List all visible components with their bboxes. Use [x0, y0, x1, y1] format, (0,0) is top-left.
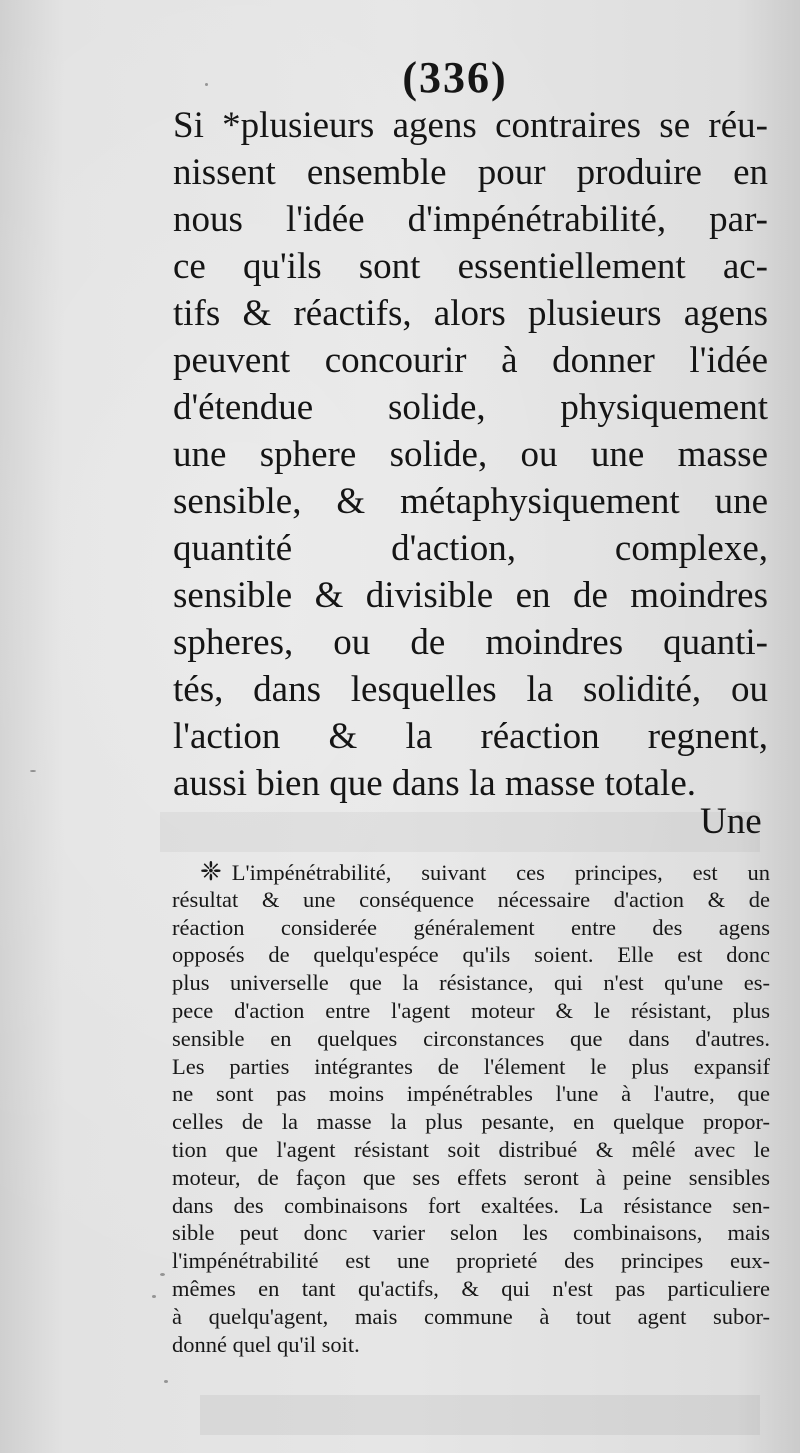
speck: [30, 770, 36, 772]
main-text-line: ce qu'ils sont essentiellement ac-: [173, 246, 768, 287]
footnote-line: L'impénétrabilité, suivant ces principes, est un: [231, 860, 770, 885]
footnote-line: dans des combinaisons fort exaltées. La résistance sen-: [172, 1192, 770, 1218]
footnote-line: Les parties intégrantes de l'élement le plus expansif: [172, 1053, 770, 1079]
main-text-line: nous l'idée d'impénétrabilité, par-: [173, 199, 768, 240]
footnote-line: pece d'action entre l'agent moteur & le résistant, plus: [172, 997, 770, 1023]
main-text-line: sensible & divisible en de moindres: [173, 575, 768, 616]
footnote-line: moteur, de façon que ses effets seront à peine sensibles: [172, 1164, 770, 1190]
footnote-line: tion que l'agent résistant soit distribué & mêlé avec le: [172, 1136, 770, 1162]
main-text-line: l'action & la réaction regnent,: [173, 716, 768, 757]
footnote-line: sible peut donc varier selon les combinaisons, mais: [172, 1220, 770, 1246]
main-text-line: d'étendue solide, physiquement: [173, 387, 768, 428]
footnote-line: l'impénétrabilité est une proprieté des principes eux-: [172, 1248, 770, 1274]
footnote-line: celles de la masse la plus pesante, en quelque propor-: [172, 1109, 770, 1135]
main-text-line: tés, dans lesquelles la solidité, ou: [173, 669, 768, 710]
footnote-line: sensible en quelques circonstances que dans d'autres.: [172, 1025, 770, 1051]
footnote-line: plus universelle que la résistance, qui n'est qu'une es-: [172, 970, 770, 996]
bleed-through-shadow-bottom: [200, 1395, 760, 1435]
footnote-line: ne sont pas moins impénétrables l'une à l'autre, que: [172, 1081, 770, 1107]
main-text-line: sensible, & métaphysiquement une: [173, 481, 768, 522]
speck: [164, 1380, 168, 1383]
main-text-line: une sphere solide, ou une masse: [173, 434, 768, 475]
bleed-through-shadow: [160, 812, 760, 852]
footnote-first-line: [172, 858, 770, 886]
footnote-line: à quelqu'agent, mais commune à tout agent subor-: [172, 1303, 770, 1329]
footnote-line: réaction considerée généralement entre des agens: [172, 914, 770, 940]
footnote-line: mêmes en tant qu'actifs, & qui n'est pas particuliere: [172, 1275, 770, 1301]
footnote-line: résultat & une conséquence nécessaire d'action & de: [172, 886, 770, 912]
catchword: Une: [700, 801, 762, 842]
main-text-line: Si *plusieurs agens contraires se réu-: [173, 105, 768, 146]
footnote-block: [172, 858, 770, 1358]
speck: [205, 83, 208, 86]
page-number: (336): [402, 53, 508, 102]
footnote-line: donné quel qu'il soit.: [172, 1331, 360, 1357]
main-text-line: nissent ensemble pour produire en: [173, 152, 768, 193]
speck: [152, 1295, 156, 1298]
footnote-line: opposés de quelqu'espéce qu'ils soient. Elle est donc: [172, 942, 770, 968]
main-text-line: aussi bien que dans la masse totale.: [173, 763, 697, 804]
main-text-line: peuvent concourir à donner l'idée: [173, 340, 768, 381]
footnote-mark-icon: ❈: [200, 858, 222, 886]
speck: [160, 1273, 165, 1276]
main-text-block: [173, 102, 768, 807]
main-text-line: quantité d'action, complexe,: [173, 528, 768, 569]
main-text-line: tifs & réactifs, alors plusieurs agens: [173, 293, 768, 334]
main-text-line: spheres, ou de moindres quanti-: [173, 622, 768, 663]
